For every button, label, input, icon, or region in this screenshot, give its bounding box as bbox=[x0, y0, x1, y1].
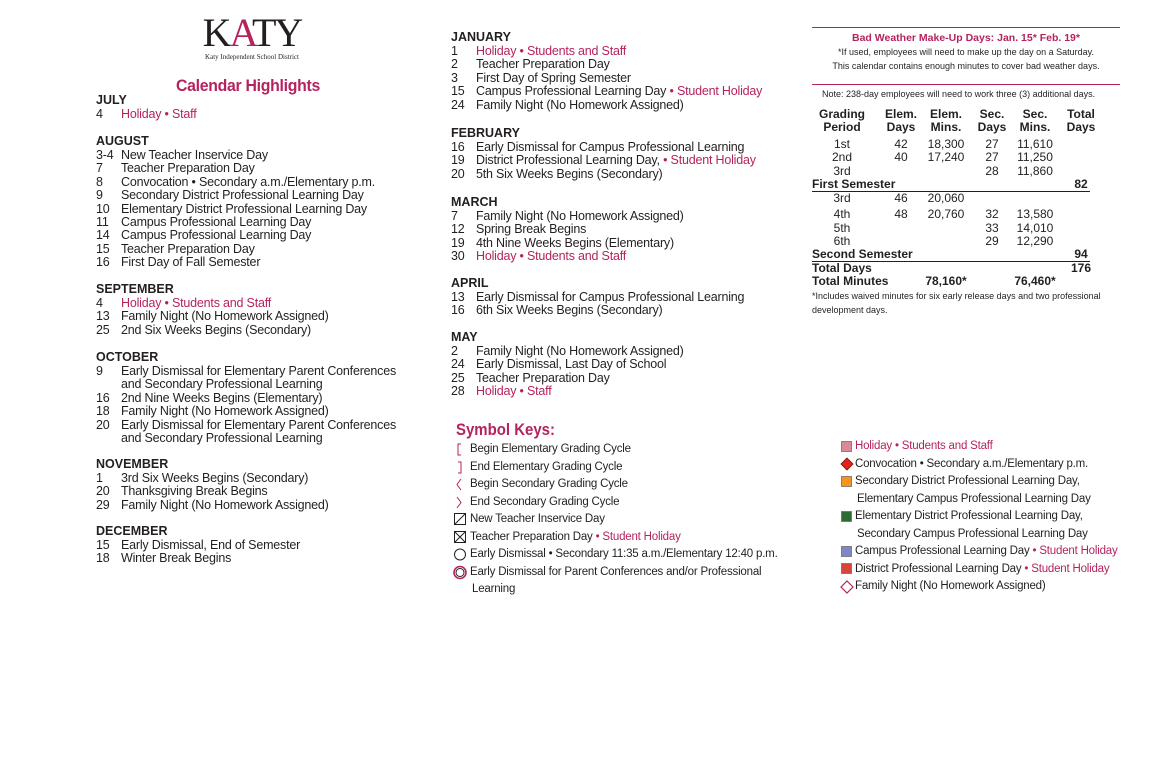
event-date: 2 bbox=[451, 57, 458, 72]
month-heading: APRIL bbox=[451, 276, 489, 290]
table-cell: 5th bbox=[833, 221, 851, 235]
month-section bbox=[451, 30, 762, 112]
month-section bbox=[96, 457, 329, 512]
event-text: Elementary District Professional Learning Day bbox=[121, 201, 367, 216]
event-date: 28 bbox=[451, 384, 465, 399]
table-cell: 3rd bbox=[833, 191, 851, 205]
symbol-key-item bbox=[453, 441, 631, 459]
table-cell: 28 bbox=[985, 163, 999, 178]
legend-item bbox=[840, 578, 1045, 596]
table-cell: 29 bbox=[985, 234, 999, 248]
event-text: Campus Professional Learning Day bbox=[121, 215, 312, 230]
table-cell: 20,760 bbox=[927, 207, 965, 221]
slash-box-icon bbox=[453, 512, 468, 527]
semester-total: 94 bbox=[1074, 247, 1088, 261]
legend-text: Secondary District Professional Learning Day, bbox=[855, 475, 1080, 487]
calendar-event bbox=[451, 358, 684, 371]
event-text: Early Dismissal for Campus Professional Learning bbox=[476, 290, 745, 304]
bad-weather-line1: *If used, employees will need to make up the day on a Saturday. bbox=[838, 47, 1094, 57]
event-date: 12 bbox=[451, 222, 465, 237]
symbol-keys-title: Symbol Keys: bbox=[456, 420, 555, 439]
calendar-event bbox=[451, 237, 684, 250]
legend-highlight: Holiday • Students and Staff bbox=[855, 440, 993, 452]
calendar-event bbox=[451, 223, 684, 236]
table-footnote-line1: *Includes waived minutes for six early release days and two professional bbox=[812, 291, 1101, 301]
event-date: 7 bbox=[451, 209, 458, 223]
calendar-event bbox=[96, 485, 329, 498]
district-logo bbox=[196, 10, 308, 61]
event-text: Family Night (No Homework Assigned) bbox=[476, 344, 684, 358]
event-date: 3-4 bbox=[96, 148, 114, 162]
event-date: 11 bbox=[96, 215, 109, 230]
event-date: 20 bbox=[451, 166, 465, 181]
event-date: 20 bbox=[96, 484, 110, 499]
bracket-right-icon bbox=[453, 460, 468, 475]
symbol-key-text: End Elementary Grading Cycle bbox=[470, 460, 623, 473]
event-date: 14 bbox=[96, 228, 110, 243]
semester-total: 82 bbox=[1074, 177, 1088, 191]
month-heading: OCTOBER bbox=[96, 350, 159, 364]
event-highlight: • Student Holiday bbox=[659, 153, 756, 168]
event-date: 10 bbox=[96, 201, 110, 216]
table-cell: 33 bbox=[985, 221, 999, 235]
calendar-event bbox=[96, 216, 375, 229]
bad-weather-line2: This calendar contains enough minutes to cover bad weather days. bbox=[832, 61, 1100, 71]
symbol-key-text: Early Dismissal • Secondary 11:35 a.m./Elementary 12:40 p.m. bbox=[470, 548, 778, 560]
calendar-event bbox=[96, 189, 375, 202]
event-date: 19 bbox=[451, 235, 465, 250]
table-header-line: Grading bbox=[818, 107, 865, 121]
calendar-event bbox=[451, 141, 756, 154]
month-heading: JULY bbox=[96, 93, 127, 107]
event-text: 5th Six Weeks Begins (Secondary) bbox=[476, 166, 663, 181]
symbol-key-item bbox=[453, 511, 605, 529]
event-text: Family Night (No Homework Assigned) bbox=[121, 309, 329, 324]
bad-weather-title: Bad Weather Make-Up Days: Jan. 15* Feb. 19* bbox=[852, 32, 1080, 44]
event-highlight: • Student Holiday bbox=[666, 84, 763, 99]
event-date: 18 bbox=[96, 404, 110, 419]
event-text: Spring Break Begins bbox=[476, 222, 587, 237]
event-text: and Secondary Professional Learning bbox=[121, 377, 323, 392]
legend-item bbox=[840, 491, 1091, 509]
calendar-event bbox=[451, 345, 684, 358]
calendar-event bbox=[451, 372, 684, 385]
table-cell: 1st bbox=[833, 137, 850, 151]
legend-text: Campus Professional Learning Day • Student Holiday bbox=[855, 545, 1118, 557]
sec-total-minutes: 76,460* bbox=[1014, 274, 1056, 288]
month-heading: MAY bbox=[451, 330, 478, 344]
symbol-key-item bbox=[453, 581, 515, 599]
table-cell: 12,290 bbox=[1016, 234, 1054, 248]
legend-item bbox=[840, 543, 1118, 561]
event-date: 24 bbox=[451, 97, 465, 112]
table-header-line: Elem. bbox=[884, 107, 917, 121]
table-header-line: Mins. bbox=[930, 119, 962, 134]
event-text: Early Dismissal, End of Semester bbox=[121, 538, 301, 552]
event-text: Teacher Preparation Day bbox=[121, 161, 255, 176]
calendar-event bbox=[96, 149, 375, 162]
table-cell: 2nd bbox=[831, 150, 853, 165]
table-cell: 27 bbox=[985, 137, 999, 151]
event-date: 20 bbox=[96, 417, 110, 432]
table-cell: 6th bbox=[833, 234, 851, 248]
event-text bbox=[476, 385, 552, 398]
legend-text: Convocation • Secondary a.m./Elementary p.m. bbox=[855, 457, 1089, 470]
table-cell: 18,300 bbox=[927, 137, 965, 151]
month-heading: JANUARY bbox=[451, 30, 511, 44]
event-text: Family Night (No Homework Assigned) bbox=[121, 404, 329, 419]
logo-wordmark: KATY bbox=[202, 10, 302, 55]
month-section bbox=[451, 195, 684, 264]
table-cell: 17,240 bbox=[927, 150, 965, 165]
calendar-event bbox=[96, 499, 329, 512]
legend-text: Family Night (No Homework Assigned) bbox=[855, 580, 1046, 592]
legend-item bbox=[840, 526, 1088, 544]
calendar-event bbox=[96, 256, 375, 269]
symbol-key-item bbox=[453, 564, 761, 582]
event-text: Thanksgiving Break Begins bbox=[121, 484, 268, 499]
table-header-line: Period bbox=[823, 119, 861, 134]
legend-highlight: • Student Holiday bbox=[1021, 562, 1110, 575]
symbol-key-text: New Teacher Inservice Day bbox=[470, 513, 605, 525]
bad-weather-mid-rule bbox=[812, 84, 1120, 85]
event-text: 2nd Six Weeks Begins (Secondary) bbox=[121, 322, 311, 337]
event-text: Teacher Preparation Day bbox=[476, 370, 610, 385]
event-date: 15 bbox=[451, 84, 465, 99]
legend-text: District Professional Learning Day • Student Holiday bbox=[855, 562, 1110, 575]
table-header-line: Sec. bbox=[979, 107, 1005, 121]
calendar-event bbox=[451, 58, 762, 71]
month-section bbox=[451, 126, 756, 181]
x-box-icon bbox=[453, 530, 468, 545]
table-header bbox=[812, 108, 872, 133]
symbol-key-text: Teacher Preparation Day • Student Holiday bbox=[470, 530, 681, 543]
legend-item bbox=[840, 508, 1083, 526]
calendar-event bbox=[96, 405, 396, 418]
event-text: Family Night (No Homework Assigned) bbox=[121, 497, 329, 512]
table-cell: 11,250 bbox=[1017, 150, 1053, 165]
event-date bbox=[96, 432, 121, 445]
event-text: Campus Professional Learning Day bbox=[121, 228, 312, 243]
month-section bbox=[96, 93, 197, 121]
calendar-event bbox=[96, 203, 375, 216]
event-highlight: Holiday • Staff bbox=[476, 384, 552, 399]
calendar-event bbox=[451, 99, 762, 112]
event-text bbox=[121, 108, 197, 121]
table-cell: 11,860 bbox=[1017, 163, 1053, 178]
event-text: Early Dismissal for Elementary Parent Conferences bbox=[121, 364, 397, 378]
page-title: Calendar Highlights bbox=[176, 76, 321, 95]
event-date: 1 bbox=[451, 44, 458, 58]
event-text: New Teacher Inservice Day bbox=[121, 148, 268, 162]
table-header-line: Total bbox=[1067, 107, 1095, 121]
symbol-key-text: Learning bbox=[472, 583, 516, 595]
symbol-key-item bbox=[453, 476, 628, 494]
table-cell: 13,580 bbox=[1016, 207, 1054, 221]
bad-weather-top-rule bbox=[812, 27, 1120, 28]
month-section bbox=[96, 134, 375, 270]
diamond-outline-icon bbox=[840, 580, 854, 594]
table-cell: 32 bbox=[985, 207, 999, 221]
event-text: 3rd Six Weeks Begins (Secondary) bbox=[121, 471, 309, 485]
event-text: Teacher Preparation Day bbox=[476, 57, 610, 72]
event-highlight: Holiday • Staff bbox=[121, 107, 197, 121]
angle-left-icon bbox=[453, 477, 468, 492]
symbol-key-item bbox=[453, 494, 619, 512]
event-date: 2 bbox=[451, 344, 458, 358]
spacer bbox=[840, 492, 854, 506]
legend-item bbox=[840, 438, 993, 456]
table-header-line: Elem. bbox=[929, 107, 962, 121]
calendar-event bbox=[96, 378, 396, 391]
event-text: and Secondary Professional Learning bbox=[121, 431, 323, 446]
square-icon bbox=[840, 440, 854, 454]
calendar-event bbox=[451, 85, 762, 98]
event-date: 7 bbox=[96, 161, 103, 176]
bad-weather-note: Note: 238-day employees will need to work three (3) additional days. bbox=[822, 89, 1096, 99]
calendar-event bbox=[451, 168, 756, 181]
event-highlight: Holiday • Students and Staff bbox=[476, 44, 627, 58]
event-date: 1 bbox=[96, 471, 103, 485]
event-date bbox=[96, 378, 121, 391]
calendar-event bbox=[451, 72, 762, 85]
spacer bbox=[840, 527, 854, 541]
event-text bbox=[476, 250, 626, 263]
semester-label: First Semester bbox=[812, 177, 896, 191]
month-heading: FEBRUARY bbox=[451, 126, 520, 140]
table-cell: 4th bbox=[833, 207, 851, 221]
event-date: 4 bbox=[96, 107, 103, 121]
calendar-event bbox=[451, 154, 756, 167]
month-heading: DECEMBER bbox=[96, 524, 168, 538]
square-icon bbox=[840, 510, 854, 524]
event-date: 25 bbox=[451, 370, 465, 385]
circle-icon bbox=[453, 547, 468, 562]
event-text: Family Night (No Homework Assigned) bbox=[476, 97, 684, 112]
calendar-event bbox=[96, 310, 329, 323]
event-date: 29 bbox=[96, 497, 110, 512]
total-minutes-label: Total Minutes bbox=[812, 274, 889, 288]
event-text: Early Dismissal, Last Day of School bbox=[476, 357, 667, 372]
event-text: District Professional Learning Day, • Student Holiday bbox=[476, 153, 756, 168]
legend-item bbox=[840, 473, 1080, 491]
table-header-line: Days bbox=[886, 119, 916, 134]
calendar-event bbox=[96, 365, 396, 378]
symbol-key-text: End Secondary Grading Cycle bbox=[470, 495, 620, 508]
calendar-event bbox=[96, 419, 396, 432]
symbol-key-text: Begin Secondary Grading Cycle bbox=[470, 478, 628, 490]
calendar-event bbox=[451, 210, 684, 223]
table-header-line: Mins. bbox=[1019, 119, 1051, 134]
month-section bbox=[451, 330, 684, 399]
total-days-value: 176 bbox=[1070, 261, 1092, 275]
month-section bbox=[96, 350, 396, 445]
table-header-line: Sec. bbox=[1022, 107, 1048, 121]
elem-total-minutes: 78,160* bbox=[925, 274, 967, 288]
square-icon bbox=[840, 562, 854, 576]
event-date: 16 bbox=[451, 303, 465, 318]
calendar-event bbox=[96, 243, 375, 256]
legend-text: Secondary Campus Professional Learning Day bbox=[857, 527, 1088, 540]
table-cell: 40 bbox=[894, 150, 908, 165]
event-text: 2nd Nine Weeks Begins (Elementary) bbox=[121, 390, 323, 405]
legend-text bbox=[855, 438, 993, 456]
calendar-event bbox=[451, 45, 762, 58]
table-cell: 42 bbox=[894, 137, 908, 151]
event-text bbox=[121, 297, 271, 310]
legend-item bbox=[840, 561, 1109, 579]
calendar-event bbox=[96, 108, 197, 121]
spacer bbox=[453, 582, 468, 597]
angle-right-icon bbox=[453, 495, 468, 510]
event-date: 15 bbox=[96, 538, 110, 552]
table-cell: 27 bbox=[985, 150, 999, 165]
event-text bbox=[476, 45, 626, 58]
symbol-key-text: Early Dismissal for Parent Conferences and/or Professional bbox=[470, 565, 762, 578]
calendar-event bbox=[96, 162, 375, 175]
month-section bbox=[451, 276, 744, 318]
event-date: 25 bbox=[96, 322, 110, 337]
event-text: Campus Professional Learning Day • Student Holiday bbox=[476, 84, 763, 99]
month-section bbox=[96, 524, 300, 566]
calendar-event bbox=[96, 229, 375, 242]
calendar-event bbox=[96, 392, 396, 405]
logo-subtitle: Katy Independent School District bbox=[205, 53, 299, 61]
event-date: 16 bbox=[96, 255, 110, 270]
symbol-key-item bbox=[453, 529, 681, 547]
event-date: 16 bbox=[451, 140, 465, 154]
event-text: Early Dismissal for Elementary Parent Conferences bbox=[121, 417, 397, 432]
square-icon bbox=[840, 475, 854, 489]
event-date: 4 bbox=[96, 296, 103, 310]
event-text: First Day of Fall Semester bbox=[121, 255, 261, 270]
month-heading: MARCH bbox=[451, 195, 498, 209]
table-cell: 46 bbox=[894, 191, 908, 205]
calendar-event bbox=[451, 291, 744, 304]
legend-text: Elementary District Professional Learning Day, bbox=[855, 510, 1083, 522]
calendar-event bbox=[451, 250, 684, 263]
event-text: 6th Six Weeks Begins (Secondary) bbox=[476, 303, 663, 318]
table-cell: 3rd bbox=[833, 163, 851, 178]
legend-text: Elementary Campus Professional Learning Day bbox=[857, 492, 1091, 505]
calendar-event bbox=[96, 539, 300, 552]
table-cell: 48 bbox=[894, 207, 908, 221]
table-header bbox=[1051, 108, 1111, 133]
calendar-event bbox=[451, 304, 744, 317]
table-header-line: Days bbox=[1066, 119, 1096, 134]
diamond-icon bbox=[840, 457, 854, 471]
table-header-line: Days bbox=[977, 119, 1007, 134]
symbol-key-highlight: • Student Holiday bbox=[592, 530, 681, 543]
event-text: Early Dismissal for Campus Professional Learning bbox=[476, 140, 745, 154]
month-heading: SEPTEMBER bbox=[96, 282, 174, 296]
calendar-event bbox=[451, 385, 684, 398]
event-date: 13 bbox=[96, 309, 110, 324]
event-text: Winter Break Begins bbox=[121, 551, 232, 566]
table-cell: 14,010 bbox=[1016, 221, 1054, 235]
calendar-event bbox=[96, 472, 329, 485]
event-date: 16 bbox=[96, 390, 110, 405]
legend-highlight: • Student Holiday bbox=[1029, 545, 1118, 557]
event-date: 15 bbox=[96, 241, 110, 256]
calendar-event bbox=[96, 297, 329, 310]
double-circle-icon bbox=[453, 565, 468, 580]
calendar-event bbox=[96, 176, 375, 189]
event-date: 9 bbox=[96, 188, 103, 203]
event-date: 8 bbox=[96, 174, 103, 189]
symbol-key-item bbox=[453, 459, 622, 477]
event-text: Teacher Preparation Day bbox=[121, 241, 255, 256]
calendar-event bbox=[96, 552, 300, 565]
event-text: Convocation • Secondary a.m./Elementary p.m. bbox=[121, 174, 376, 189]
table-cell: 20,060 bbox=[927, 191, 965, 205]
event-date: 30 bbox=[451, 249, 465, 264]
legend-item bbox=[840, 456, 1088, 474]
event-date: 19 bbox=[451, 153, 465, 168]
event-date: 9 bbox=[96, 364, 103, 378]
calendar-event bbox=[96, 324, 329, 337]
event-highlight: Holiday • Students and Staff bbox=[121, 296, 272, 310]
event-highlight: Holiday • Students and Staff bbox=[476, 249, 627, 264]
total-days-label: Total Days bbox=[812, 261, 872, 275]
semester-label: Second Semester bbox=[812, 247, 913, 261]
event-date: 18 bbox=[96, 551, 110, 566]
event-text: Secondary District Professional Learning Day bbox=[121, 188, 364, 203]
table-cell: 11,610 bbox=[1017, 137, 1053, 151]
symbol-key-item bbox=[453, 546, 778, 564]
event-date: 3 bbox=[451, 70, 458, 85]
event-date: 24 bbox=[451, 357, 465, 372]
event-text: First Day of Spring Semester bbox=[476, 70, 631, 85]
symbol-key-text: Begin Elementary Grading Cycle bbox=[470, 443, 631, 455]
event-date: 13 bbox=[451, 290, 465, 304]
bracket-left-icon bbox=[453, 442, 468, 457]
month-heading: AUGUST bbox=[96, 134, 149, 148]
month-heading: NOVEMBER bbox=[96, 457, 169, 471]
month-section bbox=[96, 282, 329, 337]
event-text: 4th Nine Weeks Begins (Elementary) bbox=[476, 235, 674, 250]
table-footnote-line2: development days. bbox=[812, 305, 888, 315]
square-icon bbox=[840, 545, 854, 559]
event-text: Family Night (No Homework Assigned) bbox=[476, 209, 684, 223]
calendar-event bbox=[96, 432, 396, 445]
